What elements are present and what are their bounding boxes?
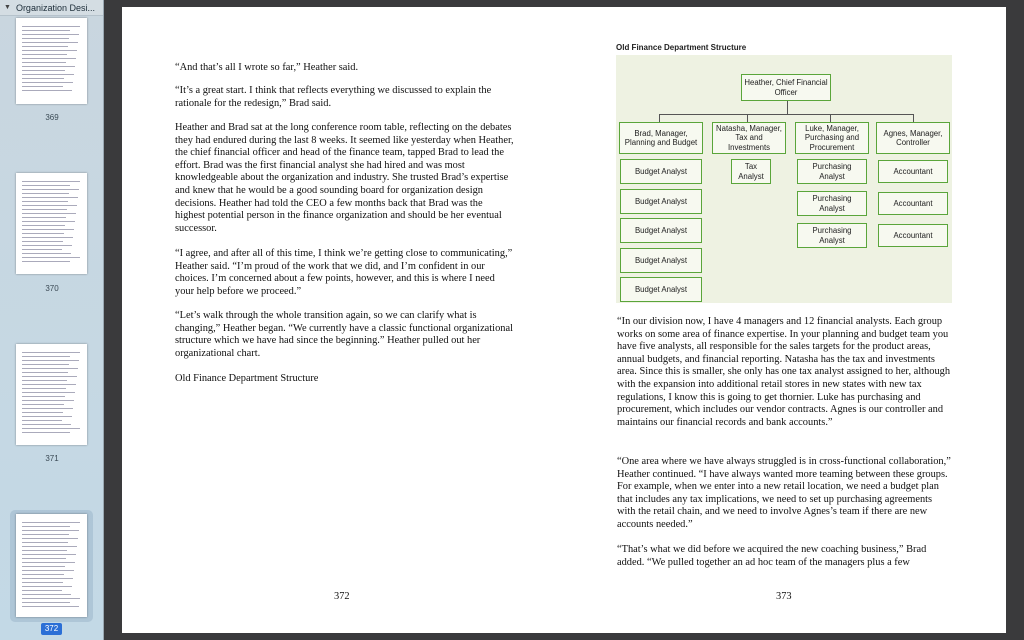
paragraph: “That’s what we did before we acquired the new coaching business,” Brad added. “We pulled together an ad hoc team of the managers plus a few	[617, 544, 927, 568]
org-box-manager: Brad, Manager, Planning and Budget	[619, 122, 703, 154]
thumbnail-text-line	[22, 412, 63, 413]
thumbnail-text-line	[22, 416, 72, 417]
thumbnail-text-line	[22, 404, 64, 405]
thumbnail-text-line	[22, 193, 69, 194]
thumbnail-text-line	[22, 526, 70, 527]
paragraph: “One area where we have always struggled is in cross-functional collaboration,” Heather continued. “I have always wanted more teaming between these groups. For example, when we enter into a new retail location, we need a budget plan that includes any tax implications, we need to set up purchasing agreements with the retail chain, and we need to involve Agnes’s team if there are new accounts needed.”	[617, 456, 951, 530]
thumbnail-text-line	[22, 229, 74, 230]
org-chart	[616, 43, 952, 303]
connector	[830, 114, 831, 122]
page-thumbnail-370[interactable]	[16, 173, 87, 274]
thumbnail-text-line	[22, 396, 65, 397]
thumbnail-text-line	[22, 424, 71, 425]
org-box-manager: Agnes, Manager, Controller	[876, 122, 950, 154]
paragraph: “I agree, and after all of this time, I think we’re getting close to communicating,” Heather said. “I’m proud of the work that we did, and I’m confident in our choices. I’m concerned about a few points, however, and this is where I need your help before we proceed.”	[175, 248, 513, 297]
thumbnail-text-line	[22, 86, 63, 87]
thumbnail-text-line	[22, 205, 77, 206]
thumbnail-text-line	[22, 26, 80, 27]
page-373	[564, 7, 1006, 633]
thumbnail-text-line	[22, 594, 71, 595]
thumbnail-text-line	[22, 522, 80, 523]
thumbnail-text-line	[22, 392, 75, 393]
thumbnail-text-line	[22, 74, 74, 75]
thumbnail-text-line	[22, 360, 79, 361]
thumbnail-text-line	[22, 534, 69, 535]
thumbnail-text-line	[22, 253, 71, 254]
org-box-analyst: Budget Analyst	[620, 277, 702, 302]
thumbnail-text-line	[22, 58, 76, 59]
thumbnail-text-line	[22, 538, 78, 539]
connector	[659, 114, 913, 115]
thumbnail-text-line	[22, 38, 69, 39]
thumbnail-text-line	[22, 602, 70, 603]
org-box-analyst: Tax Analyst	[731, 159, 771, 184]
thumbnail-text-line	[22, 209, 67, 210]
thumbnail-text-line	[22, 221, 75, 222]
thumbnail-text-line	[22, 530, 79, 531]
org-chart-title: Old Finance Department Structure	[616, 43, 747, 52]
folio-number: 373	[776, 591, 792, 602]
thumbnail-text-line	[22, 50, 77, 51]
page-thumbnail-369[interactable]	[16, 18, 87, 104]
thumbnail-text-line	[22, 54, 67, 55]
thumbnail-text-line	[22, 62, 66, 63]
paragraph: “Let’s walk through the whole transition again, so we can clarify what is changing,” Heather began. “We currently have a classic functional organizational structure which we have had since the beginning.” Heather pulled out her organizational chart.	[175, 310, 513, 359]
page-thumbnail-371[interactable]	[16, 344, 87, 445]
disclosure-triangle-icon[interactable]: ▼	[4, 4, 11, 11]
org-box-analyst: Budget Analyst	[620, 189, 702, 214]
thumbnail-text-line	[22, 432, 70, 433]
thumbnail-text-line	[22, 566, 65, 567]
thumbnail-text-line	[22, 70, 65, 71]
org-box-analyst: Budget Analyst	[620, 159, 702, 184]
thumbnail-text-line	[22, 570, 74, 571]
thumbnail-text-line	[22, 189, 79, 190]
thumbnail-text-line	[22, 542, 68, 543]
document-view[interactable]	[104, 0, 1024, 640]
thumbnail-text-line	[22, 384, 76, 385]
thumbnail-text-line	[22, 181, 80, 182]
thumbnail-text-line	[22, 185, 70, 186]
thumbnail-text-line	[22, 376, 77, 377]
thumbnail-text-line	[22, 400, 74, 401]
page-spread	[122, 7, 1006, 633]
connector	[787, 101, 788, 115]
thumbnail-text-line	[22, 245, 72, 246]
folio-number: 372	[334, 591, 350, 602]
org-box-analyst: Budget Analyst	[620, 218, 702, 243]
thumbnail-text-line	[22, 78, 64, 79]
paragraph: “In our division now, I have 4 managers and 12 financial analysts. Each group works on some area of finance expertise. In your planning and budget team you have five analysts, all responsible for the sales targets for the product areas, annual budgets, and financial reporting. Natasha has the tax and investments area. Since this is smaller, she only has one tax analyst assigned to her, although with the expansion into additional retail stores in new states with new tax regulations, I know this is going to get thornier. Luke has purchasing and procurement, which includes our vendor contracts. Agnes is our controller and maintains our financial records and bank accounts.”	[617, 316, 951, 428]
thumbnail-text-line	[22, 558, 66, 559]
thumbnail-text-line	[22, 368, 78, 369]
thumbnail-text-line	[22, 550, 67, 551]
org-box-analyst: Purchasing Analyst	[797, 159, 867, 184]
thumbnail-text-line	[22, 30, 70, 31]
thumbnail-text-line	[22, 42, 78, 43]
thumbnail-text-line	[22, 82, 73, 83]
thumbnail-text-line	[22, 380, 67, 381]
thumbnail-text-line	[22, 428, 80, 429]
org-box-manager: Luke, Manager, Purchasing and Procurement	[795, 122, 869, 154]
thumbnail-text-line	[22, 233, 64, 234]
page-372	[122, 7, 564, 633]
thumbnail-text-line	[22, 582, 63, 583]
thumbnail-sidebar[interactable]	[0, 0, 104, 640]
thumbnail-text-line	[22, 546, 77, 547]
org-box-analyst: Purchasing Analyst	[797, 191, 867, 216]
thumbnail-text-line	[22, 66, 75, 67]
thumbnail-text-line	[22, 562, 75, 563]
page-number-369: 369	[45, 113, 59, 122]
sidebar-header[interactable]	[0, 0, 103, 16]
page-thumbnail-372[interactable]	[16, 514, 87, 617]
thumbnail-text-line	[22, 249, 62, 250]
thumbnail-text-line	[22, 225, 65, 226]
thumbnail-text-line	[22, 241, 63, 242]
thumbnail-text-line	[22, 197, 78, 198]
page-number-370: 370	[45, 284, 59, 293]
org-box-accountant: Accountant	[878, 192, 948, 215]
connector	[747, 114, 748, 122]
thumbnail-text-line	[22, 34, 79, 35]
thumbnail-text-line	[22, 213, 76, 214]
page-number-372-selected: 372	[41, 623, 62, 635]
thumbnail-text-line	[22, 590, 62, 591]
thumbnail-text-line	[22, 261, 70, 262]
thumbnail-text-line	[22, 586, 72, 587]
thumbnail-text-line	[22, 90, 72, 91]
thumbnail-text-line	[22, 408, 73, 409]
thumbnail-text-line	[22, 372, 68, 373]
paragraph: “And that’s all I wrote so far,” Heather said.	[175, 62, 359, 73]
document-title: Organization Desi...	[15, 2, 95, 13]
thumbnail-text-line	[22, 554, 76, 555]
org-box-analyst: Purchasing Analyst	[797, 223, 867, 248]
org-box-root: Heather, Chief Financial Officer	[741, 74, 831, 101]
org-box-manager: Natasha, Manager, Tax and Investments	[712, 122, 786, 154]
thumbnail-text-line	[22, 420, 62, 421]
paragraph: “It’s a great start. I think that reflects everything we discussed to explain the rationale for the redesign,” Brad said.	[175, 85, 492, 109]
thumbnail-text-line	[22, 598, 80, 599]
thumbnail-text-line	[22, 257, 80, 258]
thumbnail-text-line	[22, 217, 66, 218]
thumbnail-text-line	[22, 237, 73, 238]
connector	[913, 114, 914, 122]
org-box-accountant: Accountant	[878, 224, 948, 247]
thumbnail-text-line	[22, 574, 64, 575]
org-box-accountant: Accountant	[878, 160, 948, 183]
thumbnail-text-line	[22, 352, 80, 353]
figure-caption: Old Finance Department Structure	[175, 373, 319, 384]
paragraph: Heather and Brad sat at the long conference room table, reflecting on the debates they had endured during the last 8 weeks. It seemed like yesterday when Heather, the chief financial officer and head of the finance team, tapped Brad to lead the effort. Brad was the first financial analyst she had hired and was most knowledgeable about the organization and industry. She trusted Brad’s expertise and knew that he would be a good sounding board for organization design decisions. Heather had told the CEO a few months back that Brad was the highest potential person in the finance organization and should be her eventual successor.	[175, 122, 514, 234]
thumbnail-text-line	[22, 364, 69, 365]
thumbnail-text-line	[22, 201, 68, 202]
page-number-371: 371	[45, 454, 59, 463]
thumbnail-text-line	[22, 388, 66, 389]
thumbnail-text-line	[22, 606, 79, 607]
org-box-analyst: Budget Analyst	[620, 248, 702, 273]
thumbnail-text-line	[22, 578, 73, 579]
connector	[659, 114, 660, 122]
thumbnail-text-line	[22, 356, 70, 357]
thumbnail-text-line	[22, 46, 68, 47]
